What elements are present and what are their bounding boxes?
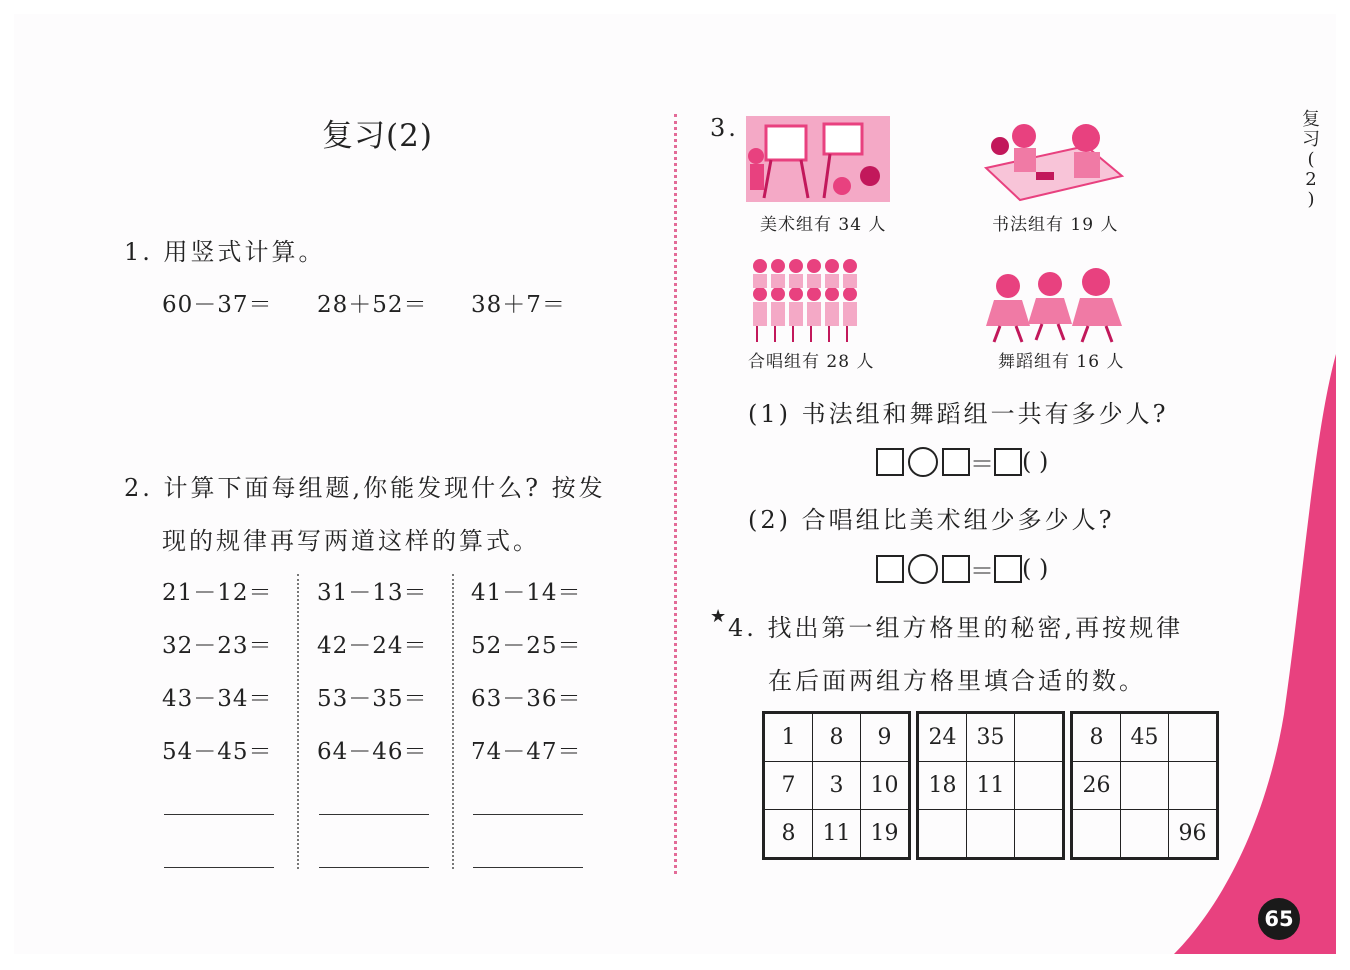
q4-prompt-line2: 在后面两组方格里填合适的数。: [768, 667, 1146, 695]
q2-c3-r2: 52－25＝: [471, 633, 582, 659]
grid-cell-blank[interactable]: [1015, 762, 1064, 810]
grid-cell: 24: [918, 713, 967, 762]
caption-dance-group: 舞蹈组有 16 人: [998, 352, 1125, 372]
page-title: 复习(2): [322, 118, 433, 154]
grid-cell: 26: [1072, 762, 1121, 810]
grid-cell: 11: [967, 762, 1015, 810]
caption-art-group: 美术组有 34 人: [760, 215, 887, 235]
q2-c1-r3: 43－34＝: [162, 686, 273, 712]
caption-calligraphy-group: 书法组有 19 人: [992, 215, 1119, 235]
section-side-tab: [1300, 110, 1322, 210]
q3-sub1-equation: [876, 444, 1048, 479]
answer-blank[interactable]: [319, 867, 429, 868]
grid-cell: 9: [861, 713, 910, 762]
grid-cell: 35: [967, 713, 1015, 762]
grid-cell-blank[interactable]: [967, 810, 1015, 859]
equals-sign: ＝: [970, 450, 994, 478]
answer-box[interactable]: [876, 448, 904, 476]
unit-parentheses[interactable]: ( ): [1022, 447, 1049, 476]
q1-expr-3: 38＋7＝: [471, 292, 566, 318]
page-fold-divider: [674, 114, 677, 874]
answer-box[interactable]: [876, 555, 904, 583]
grid-cell: 10: [861, 762, 910, 810]
grid-cell: 8: [764, 810, 813, 859]
q3-sub2: (2) 合唱组比美术组少多少人?: [748, 506, 1115, 534]
caption-choir-group: 合唱组有 28 人: [748, 352, 875, 372]
side-tab-char: 复: [1302, 109, 1320, 130]
q3-sub2-equation: [876, 551, 1048, 586]
column-divider: [452, 574, 454, 869]
answer-blank[interactable]: [473, 867, 583, 868]
q4-prompt-line1: 4. 找出第一组方格里的秘密,再按规律: [728, 614, 1184, 642]
q1-prompt: 1. 用竖式计算。: [124, 238, 326, 266]
grid-cell-blank[interactable]: [1169, 713, 1218, 762]
side-tab-char: 2: [1305, 169, 1317, 190]
grid-cell-blank[interactable]: [1072, 810, 1121, 859]
art-group-picture: [746, 116, 890, 202]
grid-cell-blank[interactable]: [918, 810, 967, 859]
q2-prompt-line1: 2. 计算下面每组题,你能发现什么? 按发: [124, 474, 606, 502]
star-icon: ★: [710, 606, 727, 627]
unit-parentheses[interactable]: ( ): [1022, 554, 1049, 583]
q2-c3-r1: 41－14＝: [471, 580, 582, 606]
q2-c2-r2: 42－24＝: [317, 633, 428, 659]
answer-blank[interactable]: [473, 814, 583, 815]
q1-expr-1: 60－37＝: [162, 292, 273, 318]
workbook-page: [14, 14, 1336, 954]
q2-c3-r3: 63－36＝: [471, 686, 582, 712]
q2-c2-r3: 53－35＝: [317, 686, 428, 712]
grid-cell-blank[interactable]: [1015, 810, 1064, 859]
number-grid-2: [916, 711, 1065, 860]
column-divider: [297, 574, 299, 869]
grid-cell: 19: [861, 810, 910, 859]
q2-c1-r1: 21－12＝: [162, 580, 273, 606]
number-grid-1: [762, 711, 911, 860]
grid-cell-blank[interactable]: [1121, 810, 1169, 859]
page-number: 65: [1258, 898, 1300, 940]
choir-group-picture: [748, 254, 870, 348]
side-tab-char: ): [1307, 189, 1315, 210]
grid-cell: 1: [764, 713, 813, 762]
answer-box[interactable]: [994, 555, 1022, 583]
answer-box[interactable]: [942, 448, 970, 476]
grid-cell-blank[interactable]: [1121, 762, 1169, 810]
side-tab-char: (: [1307, 149, 1315, 170]
q2-c2-r1: 31－13＝: [317, 580, 428, 606]
answer-blank[interactable]: [164, 867, 274, 868]
grid-cell: 3: [813, 762, 861, 810]
grid-cell: 11: [813, 810, 861, 859]
q3-number: 3.: [710, 114, 739, 142]
number-grid-3: [1070, 711, 1219, 860]
operator-circle[interactable]: [908, 554, 938, 584]
q3-sub1: (1) 书法组和舞蹈组一共有多少人?: [748, 400, 1169, 428]
answer-blank[interactable]: [319, 814, 429, 815]
grid-cell-blank[interactable]: [1015, 713, 1064, 762]
side-tab-char: 习: [1302, 129, 1320, 150]
grid-cell-blank[interactable]: [1169, 762, 1218, 810]
q2-c1-r4: 54－45＝: [162, 739, 273, 765]
answer-box[interactable]: [942, 555, 970, 583]
grid-cell: 18: [918, 762, 967, 810]
grid-cell: 96: [1169, 810, 1218, 859]
operator-circle[interactable]: [908, 447, 938, 477]
equals-sign: ＝: [970, 557, 994, 585]
q2-c3-r4: 74－47＝: [471, 739, 582, 765]
dance-group-picture: [978, 264, 1128, 344]
answer-box[interactable]: [994, 448, 1022, 476]
q2-c1-r2: 32－23＝: [162, 633, 273, 659]
calligraphy-group-picture: [976, 116, 1126, 202]
answer-blank[interactable]: [164, 814, 274, 815]
q2-prompt-line2: 现的规律再写两道这样的算式。: [162, 527, 540, 555]
grid-cell: 8: [813, 713, 861, 762]
q1-expr-2: 28＋52＝: [317, 292, 428, 318]
q2-c2-r4: 64－46＝: [317, 739, 428, 765]
grid-cell: 7: [764, 762, 813, 810]
grid-cell: 45: [1121, 713, 1169, 762]
grid-cell: 8: [1072, 713, 1121, 762]
